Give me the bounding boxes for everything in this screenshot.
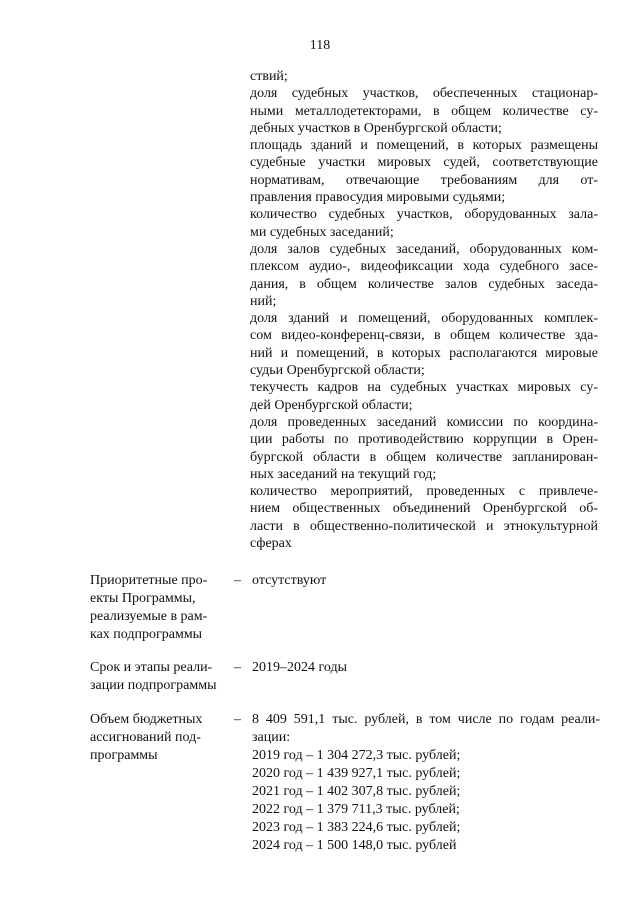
timeline-label	[90, 659, 230, 695]
label-line: зации подпрограммы	[90, 678, 217, 693]
text-line: дей Оренбургской области;	[250, 397, 413, 413]
value-line: зации:	[252, 730, 291, 745]
label-line: Срок и этапы реали-	[90, 660, 213, 675]
text-line: количество мероприятий, проведенных с привлече-	[250, 484, 598, 500]
budget-year-line: 2020 год – 1 439 927,1 тыс. рублей;	[252, 766, 461, 781]
text-line: нием общественных объединений Оренбургской об-	[250, 501, 598, 517]
text-line: судьи Оренбургской области;	[250, 363, 425, 379]
label-line: программы	[90, 748, 158, 763]
page-number: 118	[309, 38, 331, 53]
label-line: реализуемые в рам-	[90, 609, 208, 624]
text-line: сом видео-конференц-связи, в общем количестве зда-	[250, 328, 598, 344]
text-line: ных заседаний на текущий год;	[250, 466, 437, 482]
budget-year-line: 2022 год – 1 379 711,3 тыс. рублей;	[252, 802, 460, 817]
label-line: екты Программы,	[90, 591, 196, 606]
priority-projects-value	[252, 572, 600, 590]
budget-year-line: 2024 год – 1 500 148,0 тыс. рублей	[252, 838, 457, 853]
text-line: ции работы по противодействию коррупции в Орен-	[250, 432, 598, 448]
text-line: ми судебных заседаний;	[250, 224, 394, 240]
text-line: доля залов судебных заседаний, оборудованных ком-	[250, 241, 598, 257]
text-line: текучесть кадров на судебных участках мировых су-	[250, 380, 598, 396]
text-line: доля судебных участков, обеспеченных стационар-	[250, 86, 598, 102]
text-line: доля зданий и помещений, оборудованных комплек-	[250, 311, 598, 327]
value-line: 8 409 591,1 тыс. рублей, в том числе по годам реали-	[252, 712, 600, 727]
text-line: ний;	[250, 293, 277, 309]
text-line: плексом аудио-, видеофиксации хода судебного засе-	[250, 259, 598, 275]
label-line: ассигнований под-	[90, 730, 201, 745]
row-dash: –	[234, 660, 241, 675]
text-line: количество судебных участков, оборудованных зала-	[250, 207, 598, 223]
priority-projects-label	[90, 572, 230, 644]
text-line: нормативам, отвечающие требованиям для от-	[250, 172, 598, 188]
budget-year-line: 2021 год – 1 402 307,8 тыс. рублей;	[252, 784, 461, 799]
text-line: дания, в общем количестве залов судебных заседа-	[250, 276, 598, 292]
budget-year-line: 2023 год – 1 383 224,6 тыс. рублей;	[252, 820, 461, 835]
budget-label	[90, 711, 230, 765]
text-line: площадь зданий и помещений, в которых размещены	[250, 138, 598, 154]
row-dash: –	[234, 573, 241, 588]
text-line: ными металлодетекторами, в общем количестве су-	[250, 103, 598, 119]
text-line: ствий;	[250, 69, 288, 84]
budget-year-line: 2019 год – 1 304 272,3 тыс. рублей;	[252, 748, 461, 763]
row-dash: –	[234, 712, 241, 727]
text-line: доля проведенных заседаний комиссии по координа-	[250, 414, 598, 430]
text-line: дебных участков в Оренбургской области;	[250, 120, 502, 136]
text-line: сферах	[250, 536, 292, 552]
value-line: отсутствуют	[252, 573, 327, 588]
label-line: ках подпрограммы	[90, 627, 203, 642]
timeline-value	[252, 659, 600, 677]
target-indicators-continuation	[250, 68, 598, 552]
text-line: правления правосудия мировыми судьями;	[250, 190, 506, 206]
budget-value	[252, 711, 600, 855]
label-line: Приоритетные про-	[90, 573, 208, 588]
value-line: 2019–2024 годы	[252, 660, 348, 675]
text-line: ний и помещений, в которых располагаются мировые	[250, 345, 598, 361]
label-line: Объем бюджетных	[90, 712, 203, 727]
text-line: ласти в общественно-политической и этнокультурной	[250, 518, 598, 534]
text-line: судебные участки мировых судей, соответствующие	[250, 155, 598, 171]
text-line: бургской области в общем количестве запланирован-	[250, 449, 598, 465]
